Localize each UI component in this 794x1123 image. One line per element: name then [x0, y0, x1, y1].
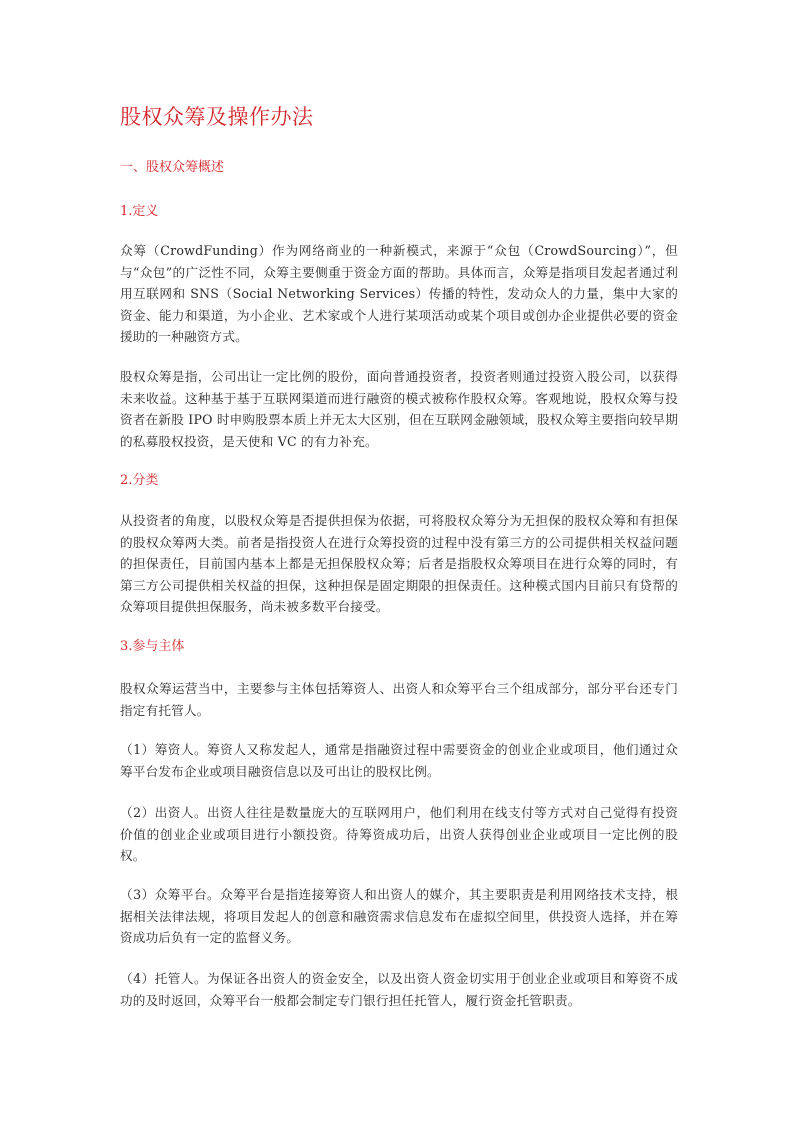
subheading-participants: 3.参与主体 [120, 639, 185, 654]
document-title: 股权众筹及操作办法 [120, 105, 314, 129]
paragraph-definition-crowdfunding: 众筹（CrowdFunding）作为网络商业的一种新模式，来源于“众包（CrowdSourcing）”，但与“众包”的广泛性不同，众筹主要侧重于资金方面的帮助。具体而言，众筹是指项目发起者通过利用互联网和 SNS（Social Networking Services）传播的特性，发动众人的力量，集中大家的资金、能力和渠道，为小企业、艺术家或个人进行某项活动或某个项目或创办企业提供必要的资金援助的一种融资方式。 [120, 243, 678, 345]
paragraph-fundraiser: （1）筹资人。筹资人又称发起人，通常是指融资过程中需要资金的创业企业或项目，他们通过众筹平台发布企业或项目融资信息以及可出让的股权比例。 [120, 742, 678, 779]
paragraph-definition-equity-crowdfunding: 股权众筹是指，公司出让一定比例的股份，面向普通投资者，投资者则通过投资入股公司，以获得未来收益。这种基于基于互联网渠道而进行融资的模式被称作股权众筹。客观地说，股权众筹与投资者在新股 IPO 时申购股票本质上并无太大区别，但在互联网金融领域，股权众筹主要指向较早期的私募股权投资，是天使和 VC 的有力补充。 [120, 369, 678, 449]
paragraph-classification: 从投资者的角度，以股权众筹是否提供担保为依据，可将股权众筹分为无担保的股权众筹和有担保的股权众筹两大类。前者是指投资人在进行众筹投资的过程中没有第三方的公司提供相关权益问题的担保责任，目前国内基本上都是无担保股权众筹；后者是指股权众筹项目在进行众筹的同时，有第三方公司提供相关权益的担保，这种担保是固定期限的担保责任。这种模式国内目前只有贷帮的众筹项目提供担保服务，尚未被多数平台接受。 [120, 513, 678, 615]
paragraph-investor: （2）出资人。出资人往往是数量庞大的互联网用户，他们利用在线支付等方式对自己觉得有投资价值的创业企业或项目进行小额投资。待筹资成功后，出资人获得创业企业或项目一定比例的股权。 [120, 805, 678, 864]
paragraph-custodian: （4）托管人。为保证各出资人的资金安全，以及出资人资金切实用于创业企业或项目和筹资不成功的及时返回，众筹平台一般都会制定专门银行担任托管人，履行资金托管职责。 [120, 971, 678, 1008]
section-heading-overview: 一、股权众筹概述 [120, 160, 225, 175]
subheading-classification: 2.分类 [120, 473, 159, 488]
subheading-definition: 1.定义 [120, 204, 159, 219]
paragraph-participants-intro: 股权众筹运营当中，主要参与主体包括筹资人、出资人和众筹平台三个组成部分，部分平台还专门指定有托管人。 [120, 681, 678, 718]
paragraph-platform: （3）众筹平台。众筹平台是指连接筹资人和出资人的媒介，其主要职责是利用网络技术支持，根据相关法律法规，将项目发起人的创意和融资需求信息发布在虚拟空间里，供投资人选择，并在筹资成功后负有一定的监督义务。 [120, 887, 678, 946]
